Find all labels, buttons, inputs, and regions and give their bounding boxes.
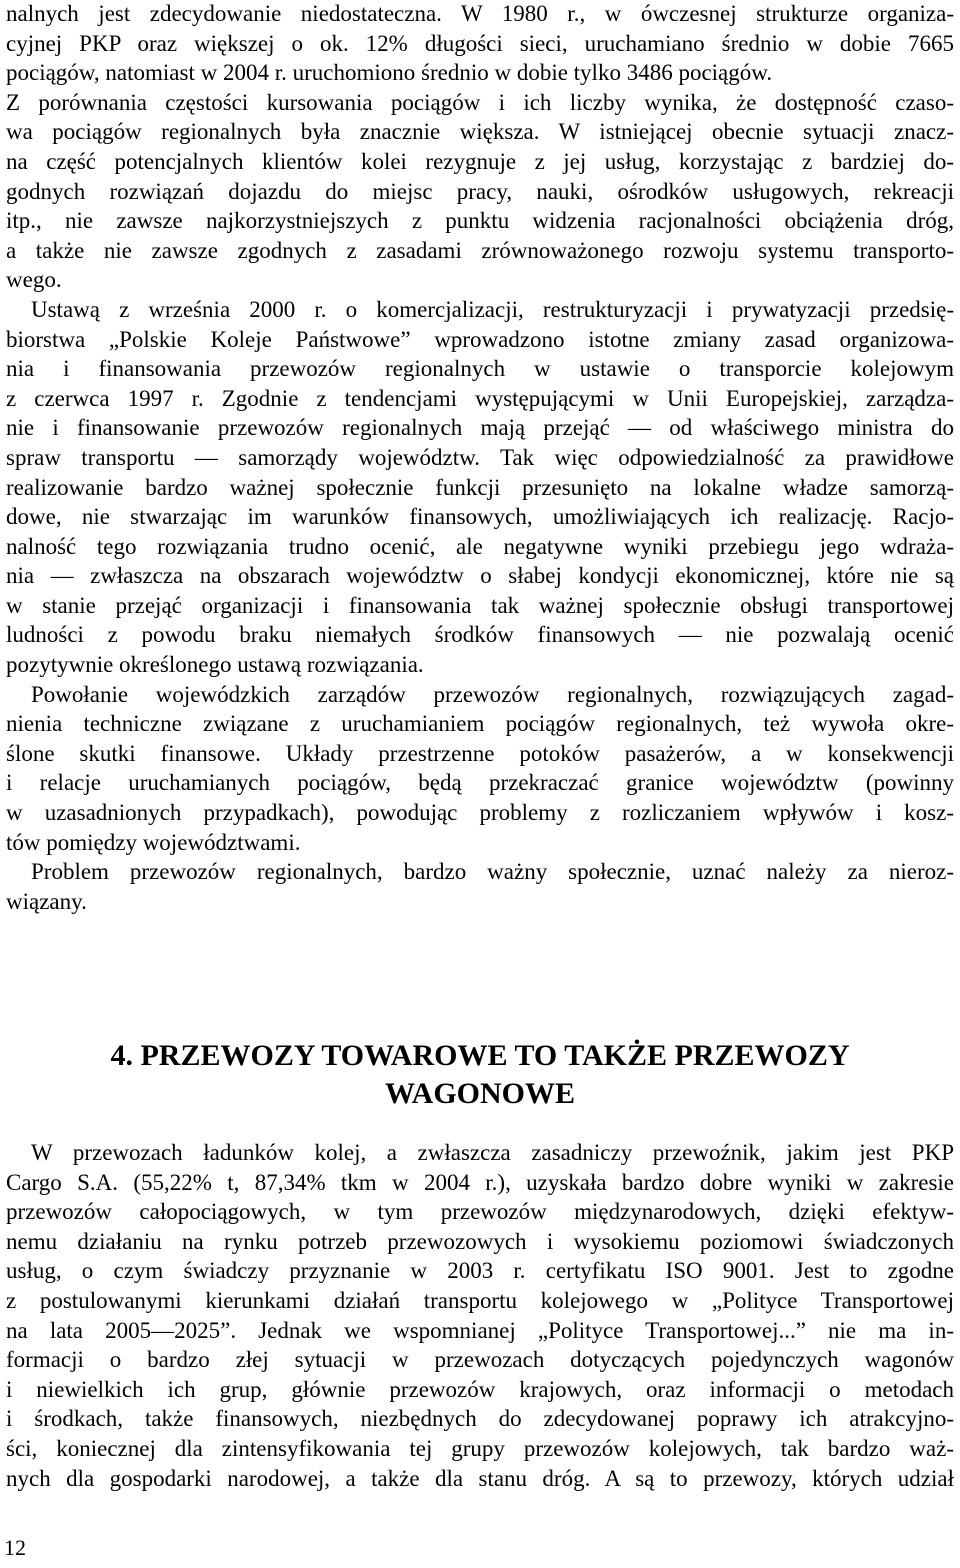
text-line: nia i finansowania przewozów regionalnych w ustawie o transporcie kolejowym bbox=[6, 356, 954, 382]
text-line: nia — zwłaszcza na obszarach województw o słabej kondycji ekonomicznej, które nie są bbox=[6, 563, 954, 589]
text-line: na lata 2005—2025”. Jednak we wspomnianej „Polityce Transportowej...” nie ma in- bbox=[6, 1317, 954, 1343]
text-line: i środkach, także finansowych, niezbędnych do zdecydowanej poprawy ich atrakcyjno- bbox=[6, 1406, 954, 1432]
text-line: z czerwca 1997 r. Zgodnie z tendencjami występującymi w Unii Europejskiej, zarządza- bbox=[6, 385, 954, 411]
text-line: nie i finansowanie przewozów regionalnych mają przejąć — od właściwego ministra do bbox=[6, 415, 954, 441]
text-line: nemu działaniu na rynku potrzeb przewozowych i wysokiemu poziomowi świadczonych bbox=[6, 1228, 954, 1254]
text-line: ślone skutki finansowe. Układy przestrzenne potoków pasażerów, a w konsekwencji bbox=[6, 740, 954, 766]
text-line: itp., nie zawsze najkorzystniejszych z punktu widzenia racjonalności obciążenia dróg, bbox=[6, 208, 954, 234]
text-line: formacji o bardzo złej sytuacji w przewozach dotyczących pojedynczych wagonów bbox=[6, 1347, 954, 1373]
body-text-bottom bbox=[6, 1138, 954, 1493]
text-line: ludności z powodu braku niemałych środków finansowych — nie pozwalają ocenić bbox=[6, 622, 954, 648]
text-line: wiązany. bbox=[6, 888, 87, 914]
text-line: Cargo S.A. (55,22% t, 87,34% tkm w 2004 r.), uzyskała bardzo dobre wyniki w zakresie bbox=[6, 1169, 954, 1195]
text-line: a także nie zawsze zgodnych z zasadami zrównoważonego rozwoju systemu transporto- bbox=[6, 237, 954, 263]
text-line: i relacje uruchamianych pociągów, będą przekraczać granice województw (powinny bbox=[6, 770, 954, 796]
text-line: Z porównania częstości kursowania pociągów i ich liczby wynika, że dostępność czaso- bbox=[6, 89, 954, 115]
text-line: nalnych jest zdecydowanie niedostateczna. W 1980 r., w ówczesnej strukturze organiza- bbox=[6, 1, 954, 26]
text-line: biorstwa „Polskie Koleje Państwowe” wprowadzono istotne zmiany zasad organizowa- bbox=[6, 326, 954, 352]
text-line: ści, koniecznej dla zintensyfikowania tej grupy przewozów kolejowych, tak bardzo waż- bbox=[6, 1435, 954, 1461]
page-number: 12 bbox=[4, 1535, 26, 1560]
section-heading-line-2: WAGONOWE bbox=[384, 1077, 576, 1110]
text-line: Problem przewozów regionalnych, bardzo ważny społecznie, uznać należy za nieroz- bbox=[31, 859, 954, 885]
text-line: w uzasadnionych przypadkach), powodując problemy z rozliczaniem wpływów i kosz- bbox=[6, 800, 954, 826]
text-line: pozytywnie określonego ustawą rozwiązania. bbox=[6, 652, 424, 678]
text-line: nienia techniczne związane z uruchamianiem pociągów regionalnych, też wywoła okre- bbox=[6, 711, 954, 737]
text-line: dowe, nie stwarzając im warunków finansowych, umożliwiających ich realizację. Racjo- bbox=[6, 504, 954, 530]
text-line: przewozów całopociągowych, w tym przewozów międzynarodowych, dzięki efektyw- bbox=[6, 1199, 954, 1225]
text-line: i niewielkich ich grup, głównie przewozów krajowych, oraz informacji o metodach bbox=[6, 1376, 954, 1402]
text-line: usług, o czym świadczy przyznanie w 2003 r. certyfikatu ISO 9001. Jest to zgodne bbox=[6, 1258, 954, 1284]
section-heading-line-1: 4. PRZEWOZY TOWAROWE TO TAKŻE PRZEWOZY bbox=[110, 1039, 850, 1072]
text-line: nalność tego rozwiązania trudno ocenić, ale negatywne wyniki przebiegu jego wdraża- bbox=[6, 533, 954, 559]
text-line: w stanie przejąć organizacji i finansowania tak ważnej społecznie obsługi transportowej bbox=[6, 592, 954, 618]
text-line: nych dla gospodarki narodowej, a także dla stanu dróg. A są to przewozy, których udział bbox=[6, 1465, 954, 1491]
body-text-top bbox=[6, 0, 954, 916]
text-line: wego. bbox=[6, 267, 62, 293]
text-line: W przewozach ładunków kolej, a zwłaszcza zasadniczy przewoźnik, jakim jest PKP bbox=[31, 1140, 954, 1165]
text-line: Powołanie wojewódzkich zarządów przewozów regionalnych, rozwiązujących zagad- bbox=[31, 681, 954, 707]
section-heading bbox=[6, 1037, 954, 1113]
text-line: godnych rozwiązań dojazdu do miejsc pracy, nauki, ośrodków usługowych, rekreacji bbox=[6, 178, 954, 204]
text-line: z postulowanymi kierunkami działań transportu kolejowego w „Polityce Transportowej bbox=[6, 1287, 954, 1313]
text-line: na część potencjalnych klientów kolei rezygnuje z jej usług, korzystając z bardziej do- bbox=[6, 148, 954, 174]
text-line: wa pociągów regionalnych była znacznie większa. W istniejącej obecnie sytuacji znacz- bbox=[6, 119, 954, 145]
text-line: spraw transportu — samorządy województw. Tak więc odpowiedzialność za prawidłowe bbox=[6, 444, 954, 470]
text-line: pociągów, natomiast w 2004 r. uruchomiono średnio w dobie tylko 3486 pociągów. bbox=[6, 60, 773, 86]
text-line: cyjnej PKP oraz większej o ok. 12% długości sieci, uruchamiano średnio w dobie 7665 bbox=[6, 30, 954, 56]
text-line: tów pomiędzy województwami. bbox=[6, 829, 301, 855]
text-line: realizowanie bardzo ważnej społecznie funkcji przesunięto na lokalne władze samorzą- bbox=[6, 474, 954, 500]
text-line: Ustawą z września 2000 r. o komercjalizacji, restrukturyzacji i prywatyzacji przedsię- bbox=[31, 296, 954, 322]
